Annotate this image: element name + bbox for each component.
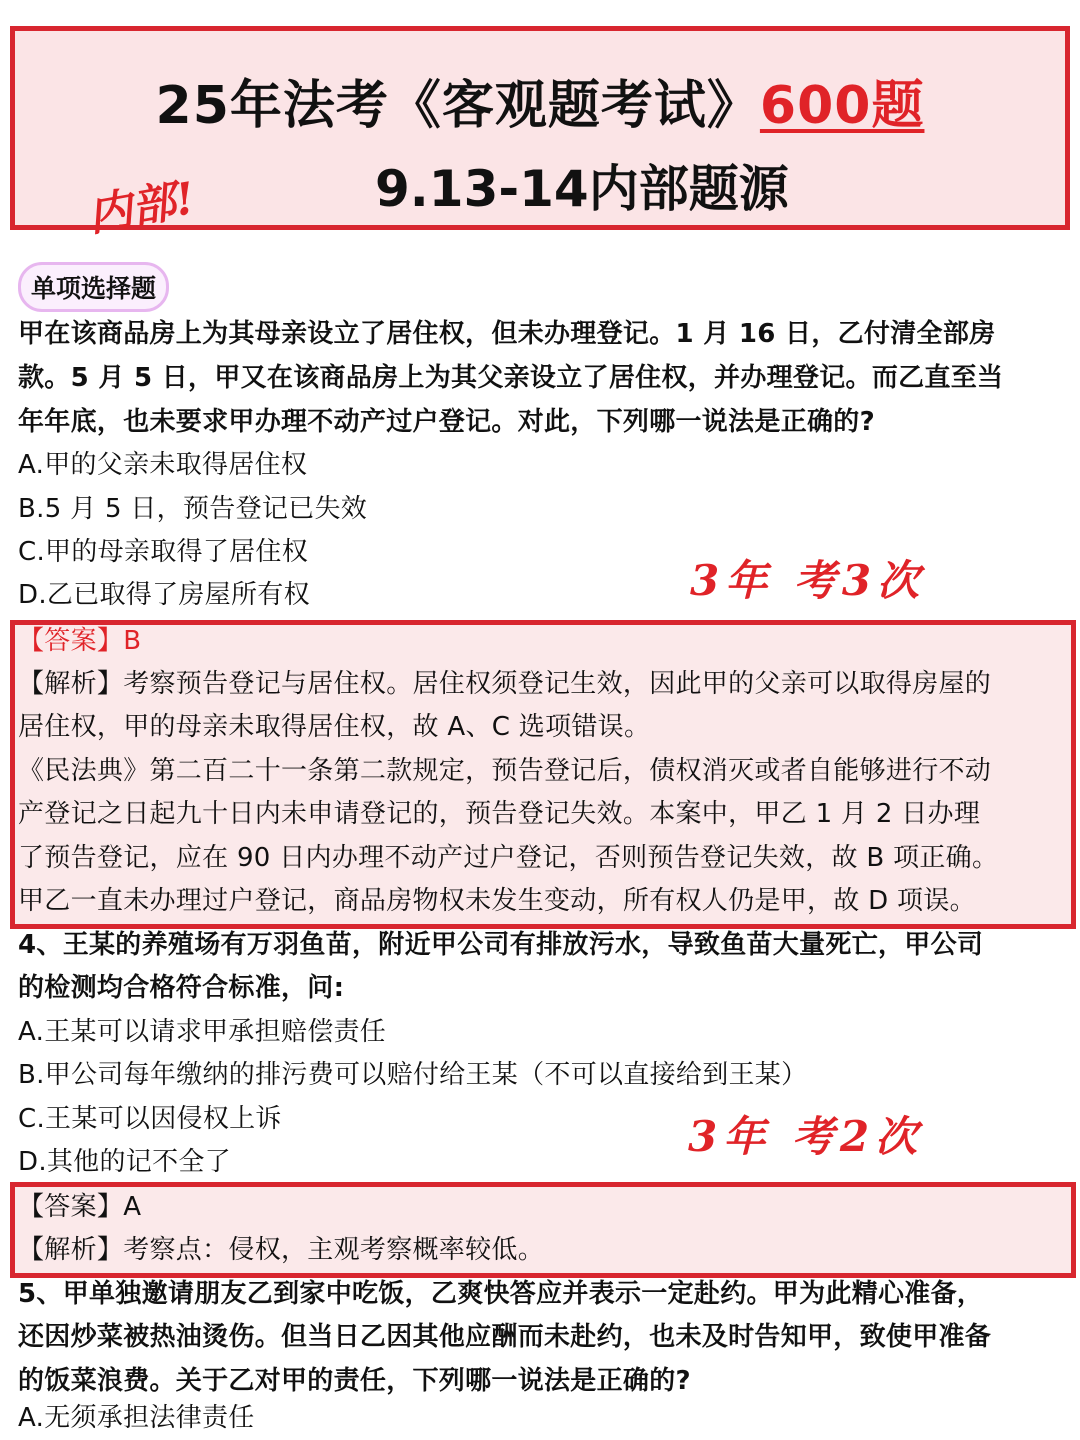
q5-stem-line: 还因炒菜被热油烫伤。但当日乙因其他应酬而未赴约，也未及时告知甲，致使甲准备 [18, 1322, 992, 1352]
q1-stem-line: 年年底，也未要求甲办理不动产过户登记。对此，下列哪一说法是正确的? [18, 407, 875, 437]
q4-option-d: D.其他的记不全了 [18, 1147, 231, 1177]
q5-option-a: A.无须承担法律责任 [18, 1403, 255, 1433]
q5-stem-line: 5、甲单独邀请朋友乙到家中吃饭，乙爽快答应并表示一定赴约。甲为此精心准备， [18, 1279, 984, 1309]
q1-analysis-line: 【解析】考察预告登记与居住权。居住权须登记生效，因此甲的父亲可以取得房屋的 [18, 669, 992, 699]
page-title [15, 63, 1065, 138]
section-label: 单项选择题 [18, 262, 169, 312]
q1-analysis-line: 居住权，甲的母亲未取得居住权，故 A、C 选项错误。 [18, 712, 651, 742]
q1-option-c: C.甲的母亲取得了居住权 [18, 537, 309, 567]
q1-analysis-line: 产登记之日起九十日内未申请登记的，预告登记失效。本案中，甲乙 1 月 2 日办理 [18, 799, 981, 829]
q1-option-b: B.5 月 5 日，预告登记已失效 [18, 494, 368, 524]
q1-analysis-line: 甲乙一直未办理过户登记，商品房物权未发生变动，所有权人仍是甲，故 D 项误。 [18, 886, 976, 916]
q1-answer: 【答案】B [18, 626, 142, 656]
q4-frequency-note: 3年 考2次 [688, 1112, 924, 1161]
q4-stem-line: 的检测均合格符合标准，问: [18, 973, 345, 1003]
q1-analysis-line: 了预告登记，应在 90 日内办理不动产过户登记，否则预告登记失效，故 B 项正确。 [18, 843, 999, 873]
q1-analysis-line: 《民法典》第二百二十一条第二款规定，预告登记后，债权消灭或者自能够进行不动 [18, 756, 992, 786]
q1-option-d: D.乙已取得了房屋所有权 [18, 580, 310, 610]
q1-frequency-note: 3年 考3次 [690, 556, 926, 605]
q4-analysis-line: 【解析】考察点：侵权，主观考察概率较低。 [18, 1235, 545, 1265]
q4-option-b: B.甲公司每年缴纳的排污费可以赔付给王某（不可以直接给到王某） [18, 1060, 808, 1090]
q1-option-a: A.甲的父亲未取得居住权 [18, 450, 308, 480]
q4-option-c: C.王某可以因侵权上诉 [18, 1104, 282, 1134]
internal-stamp: 内部! [84, 173, 199, 242]
header-banner [10, 26, 1070, 242]
page-subtitle: 9.13-14内部题源 [375, 160, 789, 218]
title-main: 25年法考《客观题考试》 [155, 76, 760, 136]
q4-answer: 【答案】A [18, 1192, 142, 1222]
q1-stem-line: 款。5 月 5 日，甲又在该商品房上为其父亲设立了居住权，并办理登记。而乙直至当 [18, 363, 1004, 393]
q4-option-a: A.王某可以请求甲承担赔偿责任 [18, 1017, 387, 1047]
q1-stem-line: 甲在该商品房上为其母亲设立了居住权，但未办理登记。1 月 16 日，乙付清全部房 [18, 319, 996, 349]
q4-stem-line: 4、王某的养殖场有万羽鱼苗，附近甲公司有排放污水，导致鱼苗大量死亡，甲公司 [18, 930, 984, 960]
q5-stem-line: 的饭菜浪费。关于乙对甲的责任，下列哪一说法是正确的? [18, 1366, 691, 1396]
title-accent: 600题 [759, 76, 925, 136]
